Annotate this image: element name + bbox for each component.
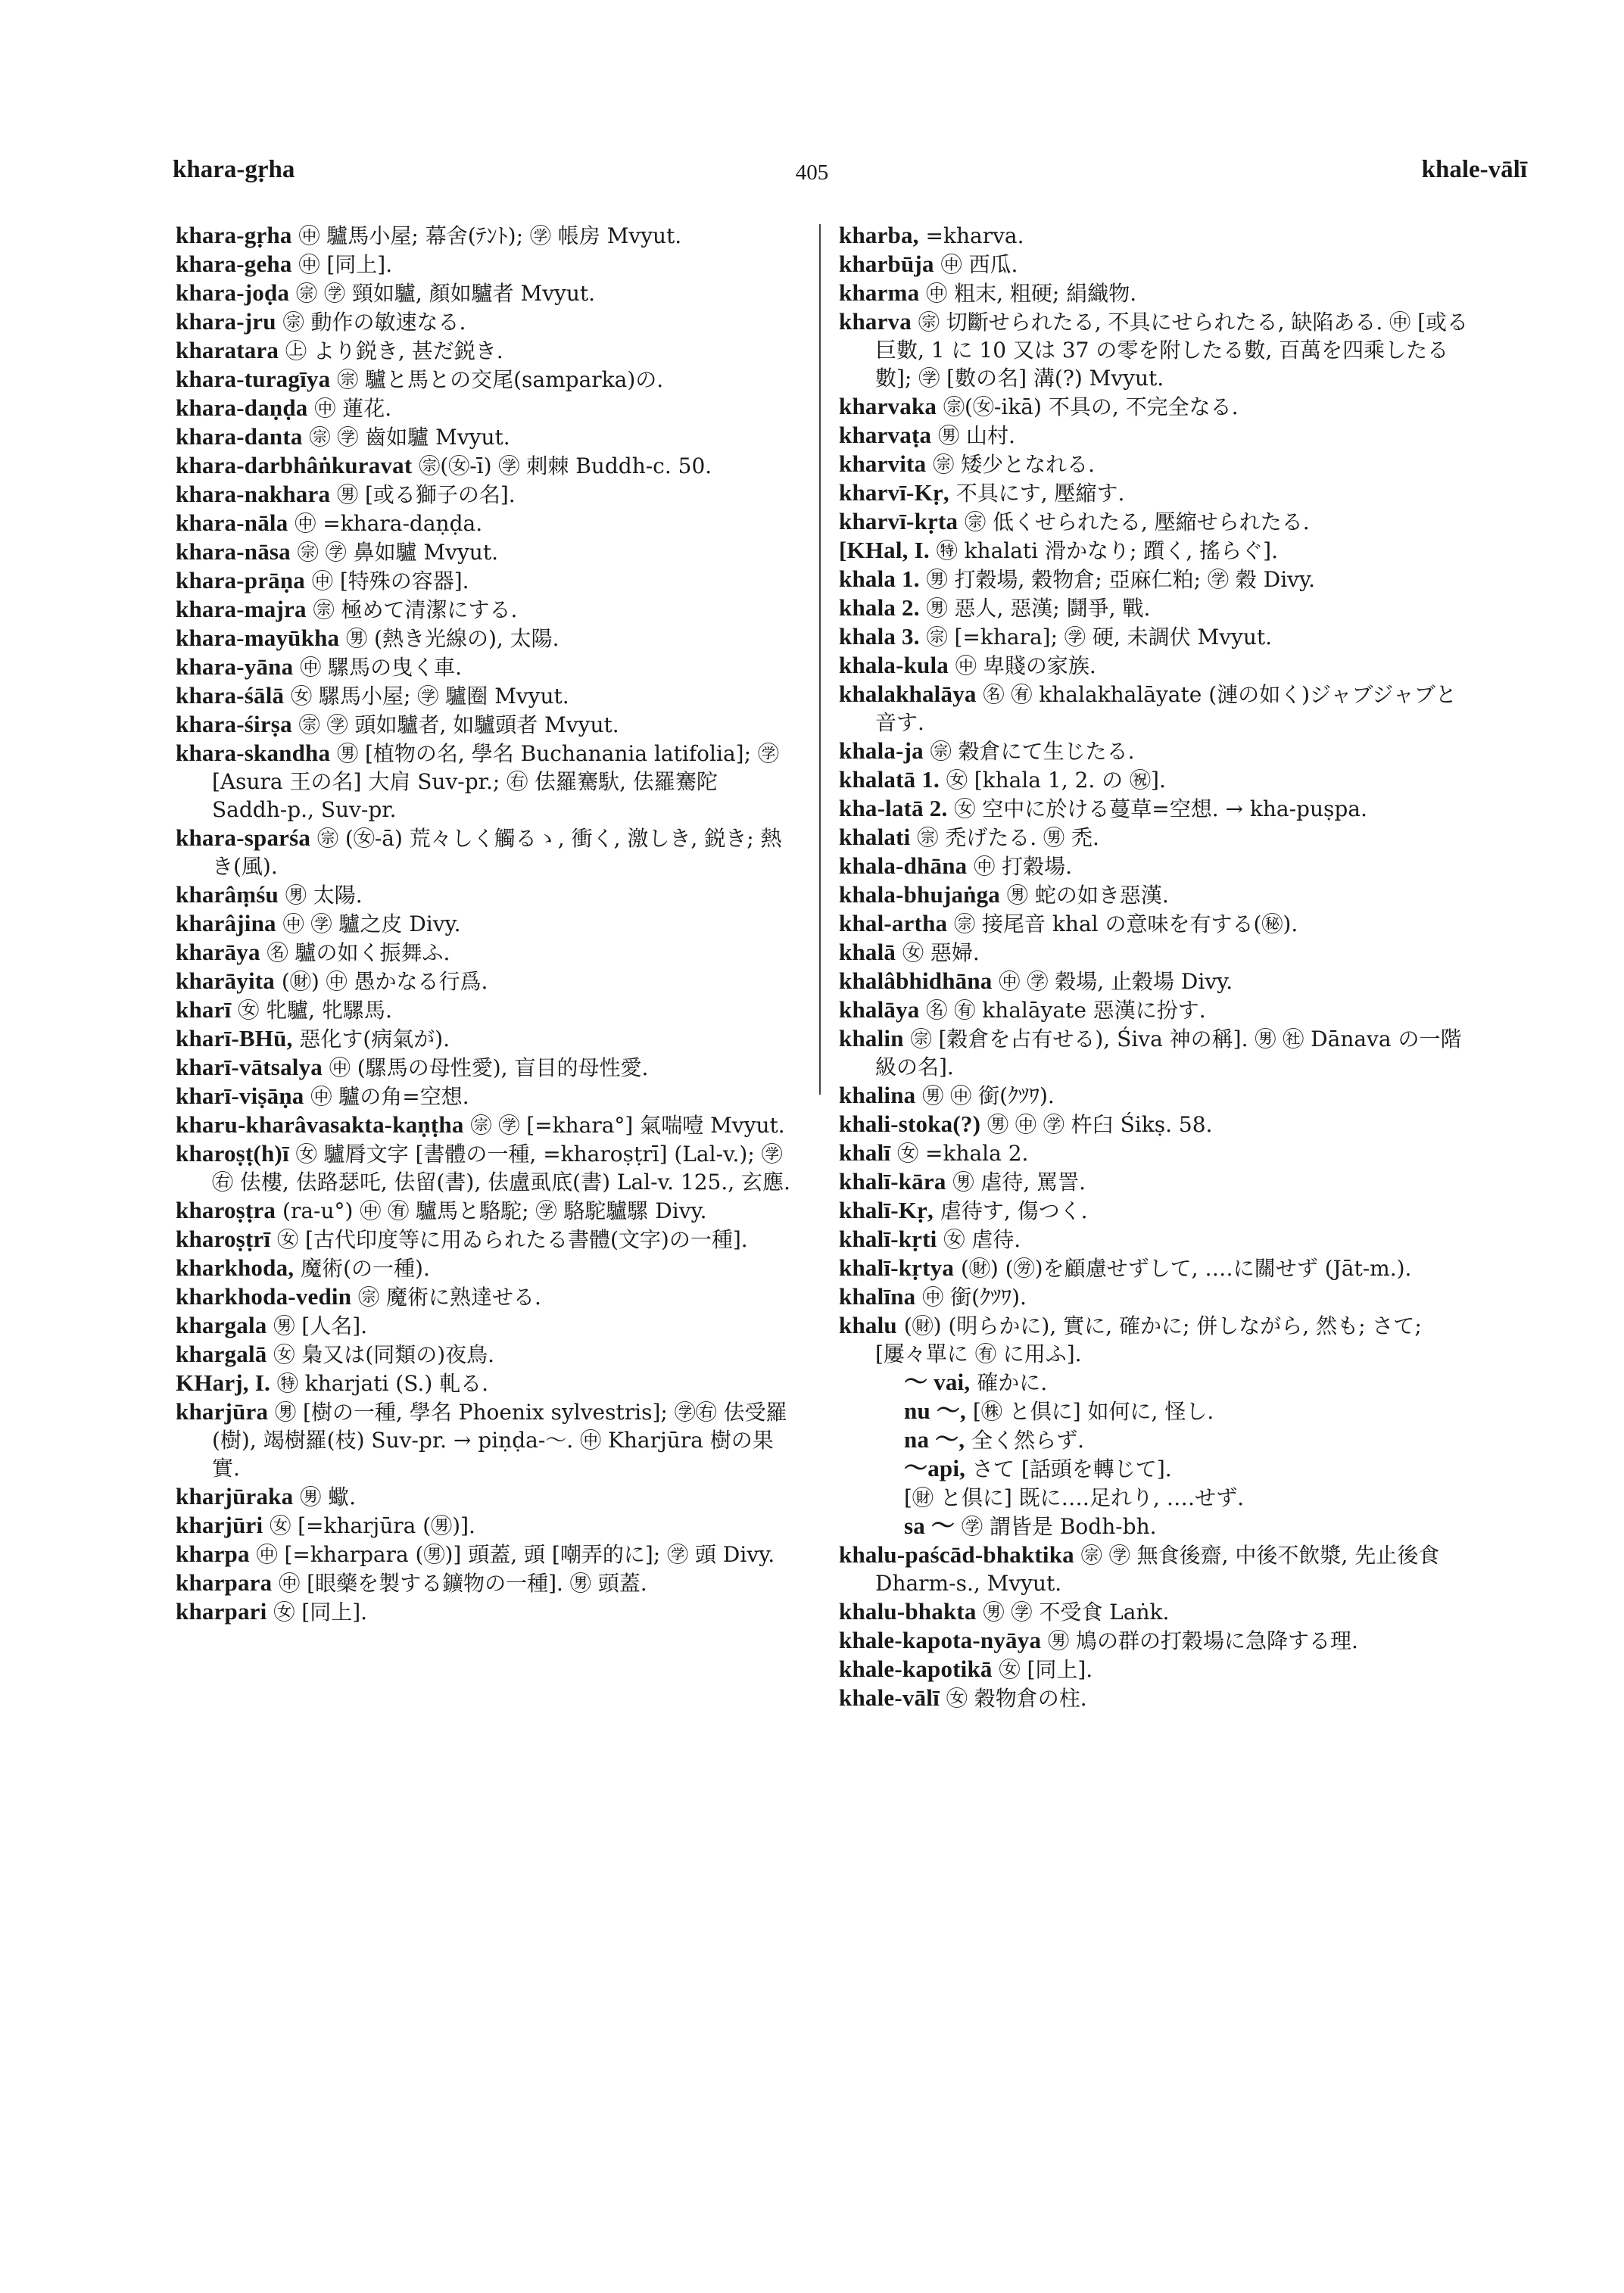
dictionary-entry [839,651,1475,680]
dictionary-entry [176,307,796,336]
dictionary-entry [839,450,1475,478]
definition: ㊕ khalati 滑かなり; 躓く, 搖らぐ]. [936,538,1278,563]
definition: さて [話頭を轉じて]. [972,1456,1172,1481]
headword: kharvaṭa [839,422,932,448]
definition: ㊥ 銜(ｸﾂﾜ). [922,1285,1027,1310]
definition: ㊫ 謂皆是 Bodh-bh. [962,1514,1157,1539]
definition: ㊪ (㊛-ā) 荒々しく觸るゝ, 衝く, 激しき, 鋭き; 熱き(風). [212,826,782,879]
dictionary-entry [176,221,796,250]
headword: kharpa [176,1541,250,1567]
dictionary-entry [176,1369,796,1397]
headword: khalâbhidhāna [839,967,993,994]
dictionary-entry [839,622,1475,651]
dictionary-entry [176,595,796,624]
headword: KHarj, I. [176,1369,270,1396]
headword: khara-danta [176,423,303,450]
headword: khara-nāsa [176,538,291,565]
definition: 確かに. [977,1370,1048,1395]
definition: ㊥ ㊫ 穀場, 止穀場 Divy. [999,969,1233,994]
dictionary-entry [176,365,796,394]
definition: ㊤ より鋭き, 甚だ鋭き. [285,338,503,363]
headword: khara-skandha [176,740,331,766]
definition: ㊪ 接尾音 khal の意味を有する(㊙). [954,911,1298,936]
definition: ㊚ 鳩の群の打穀場に急降する理. [1048,1628,1358,1653]
headword: khalatā 1. [839,766,940,793]
definition: 魔術(の一種). [301,1256,430,1281]
dictionary-entry [839,421,1475,450]
dictionary-entry [839,967,1475,995]
definition: ㊔ ㊒ khalāyate 惡漢に扮す. [926,998,1206,1023]
dictionary-entry [839,823,1475,852]
headword: khalati [839,824,911,850]
headword: khalī-kṛti [839,1226,937,1252]
headword: khala-dhāna [839,852,968,879]
headword: kharva [839,308,912,335]
dictionary-entry [839,1110,1475,1139]
headword: khalī-kāra [839,1168,946,1195]
definition: ㊥ 騾馬の曳く車. [300,655,463,680]
headword: kharvita [839,450,927,477]
headword: khara-nakhara [176,481,331,507]
dictionary-entry [176,938,796,967]
headword: kharu-kharâvasakta-kaṇṭha [176,1111,464,1138]
dictionary-entry [176,653,796,681]
dictionary-entry [176,537,796,566]
headword: kharvaka [839,393,937,419]
dictionary-entry [839,1541,1475,1597]
dictionary-entry [176,909,796,938]
headword: khalī-kṛtya [839,1254,955,1281]
dictionary-entry [839,737,1475,765]
definition: ㊥ 粗末, 粗硬; 絹織物. [926,281,1137,306]
headword: khale-kapota-nyāya [839,1627,1042,1653]
headword: kharī-viṣāṇa [176,1083,304,1109]
headword: khara-prāṇa [176,567,306,594]
definition: ㊚ (熱き光線の), 太陽. [346,626,560,651]
dictionary-entry [176,1111,796,1139]
definition: ㊔ ㊒ khalakhalāyate (漣の如く)ジャブジャブと音す. [875,682,1457,735]
headword: kharpari [176,1598,267,1625]
definition: ㊪ ㊫ 頸如驢, 顏如驢者 Mvyut. [296,281,596,306]
headword: khara-turagīya [176,366,331,392]
headword: kharjūri [176,1512,263,1538]
definition: ㊪ 極めて清潔にする. [313,597,518,622]
headword: khara-sparśa [176,824,311,851]
dictionary-entry [839,1167,1475,1196]
dictionary-entry [176,279,796,307]
dictionary-entry [176,710,796,739]
headword: kharba, [839,222,919,248]
sub-entry [839,1512,1475,1541]
definition: ㊛ [古代印度等に用ゐられたる書體(文字)の一種]. [277,1227,748,1252]
dictionary-entry [176,967,796,995]
definition: (㊖) (明らかに), 實に, 確かに; 併しながら, 然も; さて; [屢々單に ㊒ に用ふ]. [875,1313,1422,1366]
headword: nu 〜, [904,1397,966,1424]
definition: ㊚ 太陽. [285,883,363,908]
definition: ㊔ 驢の如く振舞ふ. [267,940,450,965]
headword: kharâṃśu [176,881,279,908]
headword: kharkhoda, [176,1254,295,1281]
headword: na 〜, [904,1426,965,1453]
running-head-right: khale-vālī [1421,156,1527,183]
headword: khalu-bhakta [839,1598,977,1625]
headword: khara-joḍa [176,279,290,306]
headword: khali-stoka(?) [839,1111,981,1137]
definition: [㊑ と倶に] 如何に, 怪し. [972,1399,1214,1424]
definition: ㊚ [或る獅子の名]. [337,482,516,507]
headword: khalu [839,1312,897,1338]
headword: khara-majra [176,596,307,622]
sub-entry [839,1397,1475,1425]
sub-entry [839,1483,1475,1512]
definition: ㊪ 穀倉にて生じたる. [930,739,1135,764]
dictionary-entry [839,1282,1475,1311]
headword: kharī-vātsalya [176,1054,323,1080]
sub-entry [839,1425,1475,1454]
headword: 〜api, [904,1455,966,1481]
sub-entry [839,1454,1475,1483]
definition: ㊪(㊛-ikā) 不具の, 不完全なる. [943,394,1239,419]
definition: ㊛ 穀物倉の柱. [946,1686,1087,1711]
headword: khala 3. [839,623,920,650]
definition: ㊛ 惡婦. [902,940,980,965]
headword: khara-yāna [176,653,294,680]
left-column [176,221,796,1626]
headword: khara-geha [176,251,292,277]
headword: kharoṣṭ(h)ī [176,1140,289,1167]
dictionary-entry [176,1053,796,1082]
headword: [KHal, I. [839,537,930,563]
headword: kharāya [176,939,260,965]
dictionary-entry [176,566,796,595]
definition: ㊚ 惡人, 惡漢; 鬪爭, 戰. [926,596,1151,621]
definition: ㊥ =khara-daṇḍa. [295,511,483,536]
headword: khara-śālā [176,682,285,709]
headword: khala 1. [839,565,920,592]
dictionary-entry [839,1024,1475,1081]
definition: 不具にす, 壓縮す. [955,481,1125,506]
headword: khalakhalāya [839,681,977,707]
dictionary-entry [176,1482,796,1511]
dictionary-entry [176,1024,796,1053]
sub-entry [839,1368,1475,1397]
headword: kharpara [176,1569,273,1596]
definition: (ra-u°) ㊥ ㊒ 驢馬と駱駝; ㊫ 駱駝驢騾 Divy. [282,1198,707,1223]
headword: khale-kapotikā [839,1656,993,1682]
definition: ㊛ 虐待. [943,1227,1021,1252]
dictionary-entry [839,852,1475,880]
headword: khara-jru [176,308,276,335]
definition: ㊚ ㊫ 不受食 Laṅk. [983,1600,1170,1625]
dictionary-entry [839,478,1475,507]
headword: khalī-Kṛ, [839,1197,934,1223]
dictionary-entry [176,1540,796,1569]
definition: ㊪ [穀倉を占有せる), Śiva 神の稱]. ㊚ ㊓ Dānava の一階級の名]. [875,1027,1462,1080]
running-head-left: khara-gṛha [173,156,295,183]
dictionary-entry [176,1397,796,1482]
headword: kharjūra [176,1398,269,1425]
definition: ㊪(㊛-ī) ㊫ 刺棘 Buddh-c. 50. [419,453,712,478]
definition: ㊛ =khala 2. [897,1141,1029,1166]
headword: kharoṣṭrī [176,1226,271,1252]
headword: kharī [176,996,232,1023]
dictionary-entry [176,1196,796,1225]
headword: khalina [839,1082,916,1108]
headword: khara-nāla [176,509,288,536]
definition: ㊚ ㊥ 銜(ｸﾂﾜ). [922,1083,1055,1108]
definition: ㊪ ㊫ 頭如驢者, 如驢頭者 Mvyut. [298,712,619,737]
dictionary-entry [839,565,1475,594]
definition: ㊪ 禿げたる. ㊚ 禿. [917,825,1099,850]
definition: ㊥ 西瓜. [940,252,1018,277]
dictionary-entry [176,480,796,509]
dictionary-entry [176,1311,796,1340]
definition: ㊚ [人名]. [273,1313,368,1338]
dictionary-entry [839,221,1475,250]
definition: ㊛ [同上]. [273,1600,368,1625]
definition: 惡化す(病氣が). [299,1027,450,1051]
dictionary-entry [839,536,1475,565]
dictionary-entry [176,250,796,279]
headword: khara-śirṣa [176,711,292,737]
definition: 虐待す, 傷つく. [940,1198,1088,1223]
definition: ㊚ [樹の一種, 學名 Phoenix sylvestris]; ㊫㊨ 佉受羅(樹), 竭樹羅(枝) Suv-pr. → piṇḍa-〜. ㊥ Kharjūra 樹の果實. [212,1400,787,1481]
definition: ㊥ [=kharpara (㊚)] 頭蓋, 頭 [嘲弄的に]; ㊫ 頭 Divy. [256,1542,775,1567]
dictionary-entry [176,1511,796,1540]
headword: khara-daṇḍa [176,394,308,421]
definition: ㊚ [植物の名, 學名 Buchanania latifolia]; ㊫ [Asura 王の名] 大肩 Suv-pr.; ㊨ 佉羅騫馱, 佉羅騫陀 Saddh-p., Suv-pr. [212,741,779,822]
headword: khargala [176,1312,267,1338]
definition: ㊥ ㊫ 驢之皮 Divy. [282,911,461,936]
dictionary-entry [839,307,1475,392]
dictionary-entry [839,1196,1475,1225]
definition: ㊪ 切斷せられたる, 不具にせられたる, 缺陷ある. ㊥ [或る巨數, 1 に 10 又は 37 の零を附したる數, 百萬を四乘したる數]; ㊫ [數の名] 溝(?) Mvyut. [875,310,1468,391]
headword: khalin [839,1025,904,1051]
definition: ㊛ [同上]. [999,1657,1093,1682]
headword: khala-bhujaṅga [839,881,1001,908]
dictionary-entry [839,765,1475,794]
headword: khalā [839,939,896,965]
definition: ㊚ 打穀場, 穀物倉; 亞麻仁粕; ㊫ 穀 Divy. [926,567,1316,592]
definition: ㊪ [=khara]; ㊫ 硬, 未調伏 Mvyut. [926,625,1273,650]
headword: kharkhoda-vedin [176,1283,352,1310]
dictionary-entry [176,1254,796,1282]
headword: kha-latā 2. [839,795,948,821]
headword: khara-mayūkha [176,625,340,651]
dictionary-entry [176,624,796,653]
definition: ㊛ 騾馬小屋; ㊫ 驢圈 Mvyut. [291,684,569,709]
headword: khala 2. [839,594,920,621]
dictionary-entry [176,394,796,422]
headword: khale-vālī [839,1684,940,1711]
dictionary-entry [176,824,796,880]
dictionary-entry [176,509,796,537]
definition: ㊕ kharjati (S.) 軋る. [276,1371,489,1396]
headword: kharbūja [839,251,934,277]
dictionary-entry [839,995,1475,1024]
definition: ㊚ 蛇の如き惡漢. [1006,883,1169,908]
definition: ㊥ [眼藥を製する鑛物の一種]. ㊚ 頭蓋. [279,1571,647,1596]
dictionary-entry [839,1311,1475,1368]
column-divider [819,224,821,1095]
definition: ㊥ 打穀場. [974,854,1073,879]
definition: ㊛ [khala 1, 2. の ㊗]. [946,768,1166,793]
definition: ㊥ 驢の角=空想. [310,1084,469,1109]
dictionary-entry [176,336,796,365]
definition: ㊚ 山村. [938,423,1015,448]
definition: ㊛ 牝驢, 牝騾馬. [238,998,392,1023]
headword: khal-artha [839,910,948,936]
dictionary-entry [839,909,1475,938]
dictionary-entry [176,880,796,909]
dictionary-entry [839,507,1475,536]
headword: sa 〜 [904,1513,955,1539]
definition: ㊪ 魔術に熟達せる. [358,1285,541,1310]
headword: kharvī-Kṛ, [839,479,949,506]
definition: ㊥ [同上]. [298,252,393,277]
definition: ㊚ 蠍. [300,1485,357,1509]
dictionary-entry [176,1597,796,1626]
dictionary-entry [839,1081,1475,1110]
definition: ㊪ 驢と馬との交尾(samparka)の. [337,367,664,392]
dictionary-entry [839,594,1475,622]
definition: ㊪ 動作の敏速なる. [282,310,466,335]
dictionary-entry [839,794,1475,823]
dictionary-entry [839,1597,1475,1626]
dictionary-entry [839,279,1475,307]
dictionary-entry [839,1225,1475,1254]
dictionary-entry [839,1626,1475,1655]
dictionary-entry [176,451,796,480]
dictionary-entry [839,680,1475,737]
headword: khalāya [839,996,920,1023]
definition: ㊛ 驢脣文字 [書體の一種, =kharoṣṭrī] (Lal-v.); ㊫㊨ 佉樓, 佉路瑟吒, 佉留(書), 佉盧虱底(書) Lal-v. 125., 玄應. [212,1142,790,1195]
definition: ㊛ [=kharjūra (㊚)]. [270,1513,475,1538]
dictionary-entry [839,1254,1475,1282]
dictionary-entry [176,422,796,451]
dictionary-entry [839,1655,1475,1684]
dictionary-entry [839,880,1475,909]
definition: [㊖ と倶に] 既に‥‥足れり, ‥‥せず. [904,1485,1245,1510]
definition: ㊪ 矮少となれる. [933,452,1095,477]
dictionary-entry [176,1139,796,1196]
dictionary-entry [176,995,796,1024]
definition: =kharva. [925,223,1024,248]
headword: kharāyita [176,967,275,994]
dictionary-entry [839,250,1475,279]
definition: ㊚ ㊥ ㊫ 杵臼 Śikṣ. 58. [987,1112,1213,1137]
definition: ㊪ 低くせられたる, 壓縮せられたる. [965,509,1310,534]
page-number: 405 [795,160,829,185]
dictionary-entry [839,938,1475,967]
headword: khara-darbhâṅkuravat [176,452,413,478]
definition: ㊛ 梟又は(同類の)夜鳥. [273,1342,495,1367]
definition: ㊪ ㊫ 無食後齋, 中後不飲漿, 先止後食 Dharm-s., Mvyut. [875,1543,1440,1596]
headword: kharjūraka [176,1483,294,1509]
headword: khalu-paścād-bhaktika [839,1541,1074,1568]
headword: khala-kula [839,652,949,678]
definition: (㊖) ㊥ 愚かなる行爲. [281,969,488,994]
headword: kharâjina [176,910,276,936]
definition: ㊚ 虐待, 罵詈. [952,1170,1086,1195]
definition: 全く然らず. [971,1428,1085,1453]
headword: khala-ja [839,737,924,764]
definition: ㊥ 卑賤の家族. [955,653,1096,678]
headword: kharma [839,279,920,306]
headword: kharvī-kṛta [839,508,959,534]
headword: khalī [839,1139,891,1166]
definition: ㊥ 驢馬小屋; 幕舍(ﾃﾝﾄ); ㊫ 帳房 Mvyut. [298,223,682,248]
headword: khara-gṛha [176,222,292,248]
definition: ㊥ (騾馬の母性愛), 盲目的母性愛. [329,1055,649,1080]
headword: 〜 vai, [904,1369,971,1395]
dictionary-entry [176,739,796,824]
dictionary-entry [839,392,1475,421]
definition: ㊥ [特殊の容器]. [311,569,469,594]
definition: ㊪ ㊫ [=khara°] 氣喘噎 Mvyut. [470,1113,785,1138]
dictionary-entry [176,1340,796,1369]
dictionary-entry [176,1569,796,1597]
dictionary-entry [176,1082,796,1111]
headword: khargalā [176,1341,267,1367]
dictionary-entry [839,1139,1475,1167]
definition: ㊥ 蓮花. [314,396,392,421]
dictionary-entry [176,1225,796,1254]
dictionary-entry [839,1684,1475,1712]
definition: (㊖) (㊘)を顧慮せずして, ‥‥に關せず (Jāt-m.). [960,1256,1412,1281]
headword: kharī-BHū, [176,1025,293,1051]
dictionary-entry [176,681,796,710]
headword: kharoṣṭra [176,1197,276,1223]
headword: kharatara [176,337,279,363]
definition: ㊪ ㊫ 齒如驢 Mvyut. [309,425,510,450]
dictionary-entry [176,1282,796,1311]
right-column [839,221,1475,1712]
headword: khalīna [839,1283,916,1310]
definition: ㊛ 空中に於ける蔓草=空想. → kha-puṣpa. [954,796,1367,821]
definition: ㊪ ㊫ 鼻如驢 Mvyut. [297,540,498,565]
